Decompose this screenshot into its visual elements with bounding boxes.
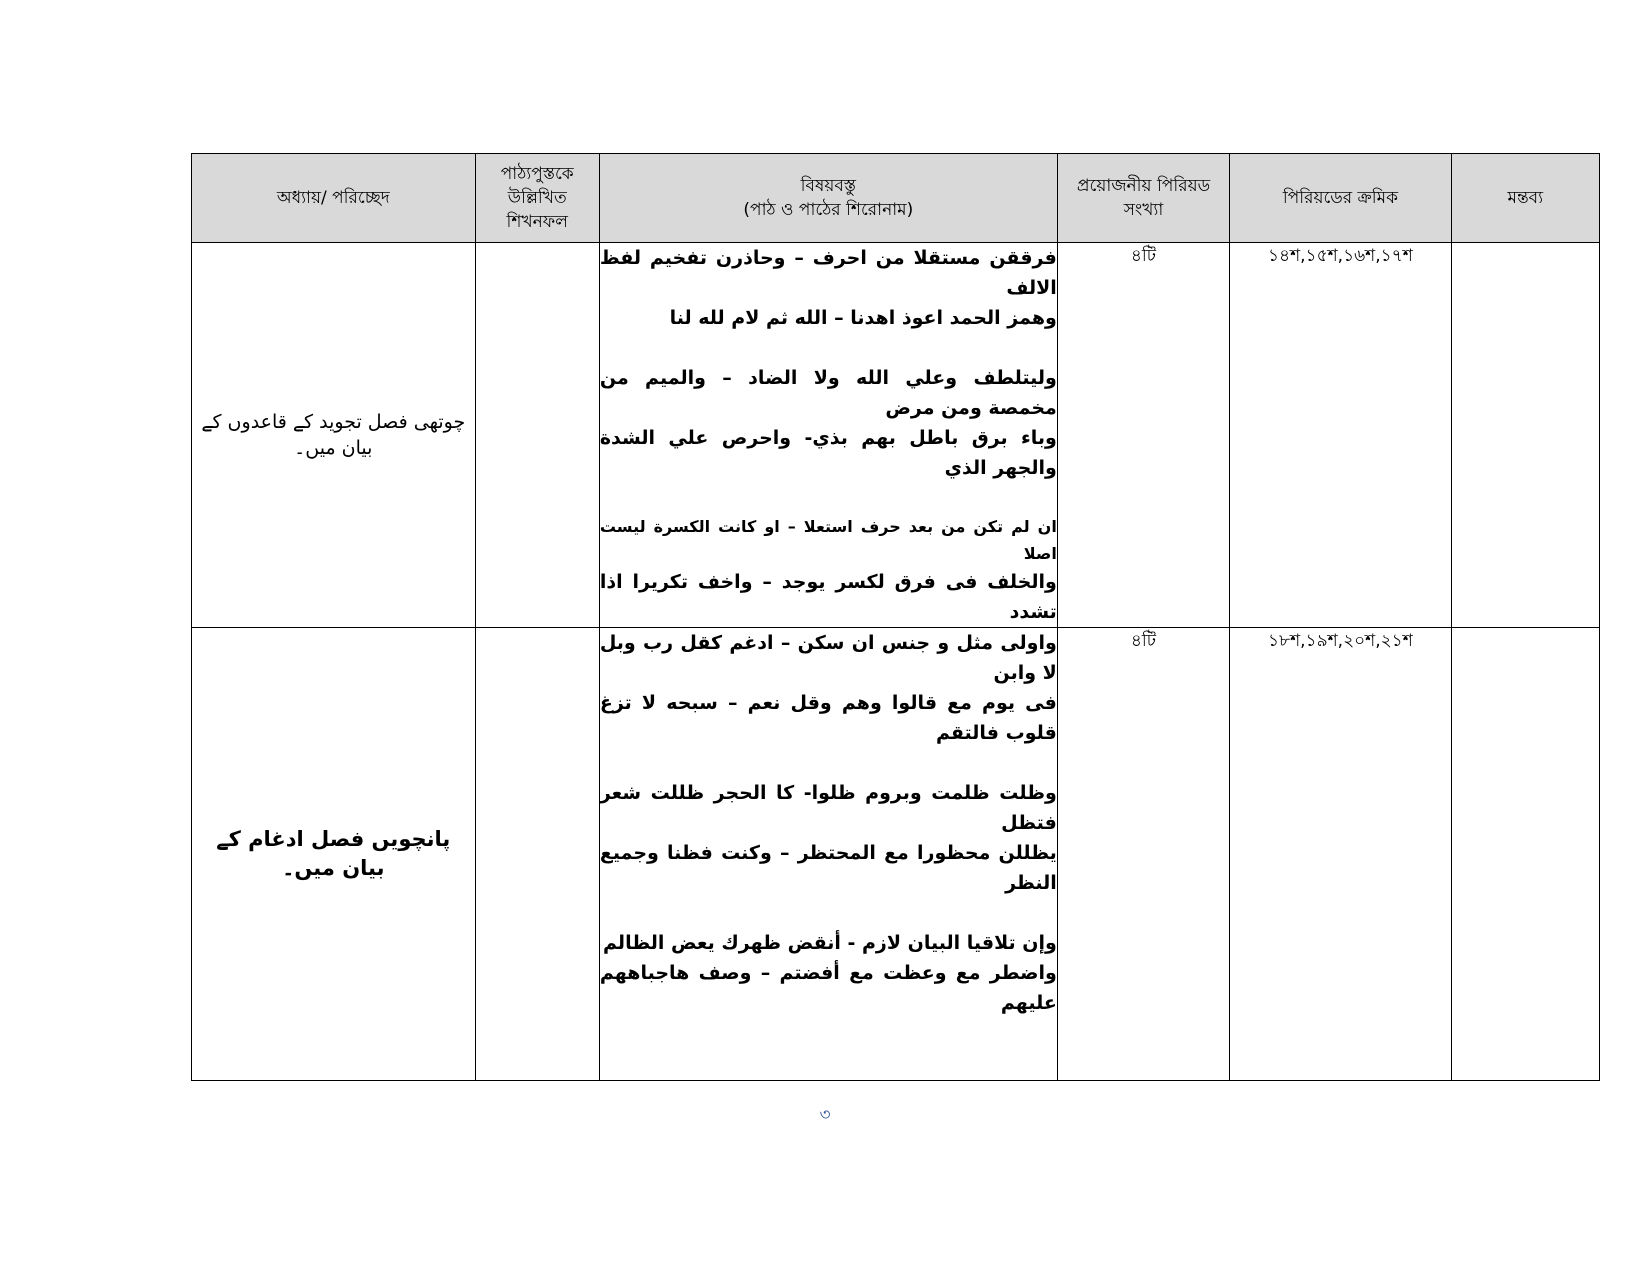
header-row (192, 154, 1600, 243)
header-content (599, 154, 1057, 243)
periods-cell: ৪টি (1057, 628, 1229, 1081)
table-row (192, 628, 1600, 1081)
content-line: فى يوم مع قالوا وهم وقل نعم – سبحه لا تزغ قلوب فالتقم (599, 692, 1057, 744)
syllabus-table (191, 153, 1600, 1081)
table-row (192, 243, 1600, 628)
header-chapter: অধ্যায়/ পরিচ্ছেদ (192, 154, 476, 243)
content-line: وهمز الحمد اعوذ اهدنا – الله ثم لام لله لنا (669, 307, 1057, 329)
serial-cell: ১৮শ,১৯শ,২০শ,২১শ (1230, 628, 1451, 1081)
header-periods: প্রয়োজনীয় পিরিয়ড সংখ্যা (1057, 154, 1229, 243)
content-line: وإن تلاقيا البيان لازم - أنقض ظهرك يعض الظالم (603, 932, 1057, 954)
content-line: واولى مثل و جنس ان سكن – ادغم كقل رب وبل لا وابن (599, 632, 1057, 684)
content-line: ان لم تكن من بعد حرف استعلا – او كانت الكسرة ليست اصلا (599, 517, 1057, 563)
content-line: وباء برق باطل بهم بذي- واحرص علي الشدة والجهر الذي (599, 427, 1057, 479)
content-cell (599, 243, 1057, 628)
content-cell (599, 628, 1057, 1081)
outcome-cell (475, 243, 599, 628)
remark-cell (1451, 628, 1599, 1081)
header-remark: মন্তব্য (1451, 154, 1599, 243)
content-line: وظلت ظلمت وبروم ظلوا- كا الحجر ظللت شعر فتظل (599, 782, 1057, 834)
content-line: يظللن محظورا مع المحتظر – وكنت فظنا وجميع النظر (599, 842, 1057, 894)
chapter-cell: پانچویں فصل ادغام کے بیان میں۔ (192, 628, 476, 1081)
outcome-cell (475, 628, 599, 1081)
content-line: فرققن مستقلا من احرف – وحاذرن تفخيم لفظ الالف (599, 247, 1057, 299)
header-outcome: পাঠ্যপুস্তকে উল্লিখিত শিখনফল (475, 154, 599, 243)
header-content-subtitle: (পাঠ ও পাঠের শিরোনাম) (743, 200, 914, 220)
remark-cell (1451, 243, 1599, 628)
content-line: واضطر مع وعظت مع أفضتم – وصف هاجباههم عليهم (599, 962, 1057, 1014)
chapter-cell: چوتھی فصل تجوید کے قاعدوں کے بیان میں۔ (192, 243, 476, 628)
content-line: والخلف فى فرق لكسر يوجد – واخف تكريرا اذا تشدد (599, 571, 1057, 623)
serial-cell: ১৪শ,১৫শ,১৬শ,১৭শ (1230, 243, 1451, 628)
content-line: وليتلطف وعلي الله ولا الضاد – والميم من مخمصة ومن مرض (599, 367, 1057, 419)
page-number: ৩ (819, 1105, 831, 1125)
header-serial: পিরিয়ডের ক্রমিক (1230, 154, 1451, 243)
header-content-title: বিষয়বস্তু (800, 176, 857, 196)
periods-cell: ৪টি (1057, 243, 1229, 628)
